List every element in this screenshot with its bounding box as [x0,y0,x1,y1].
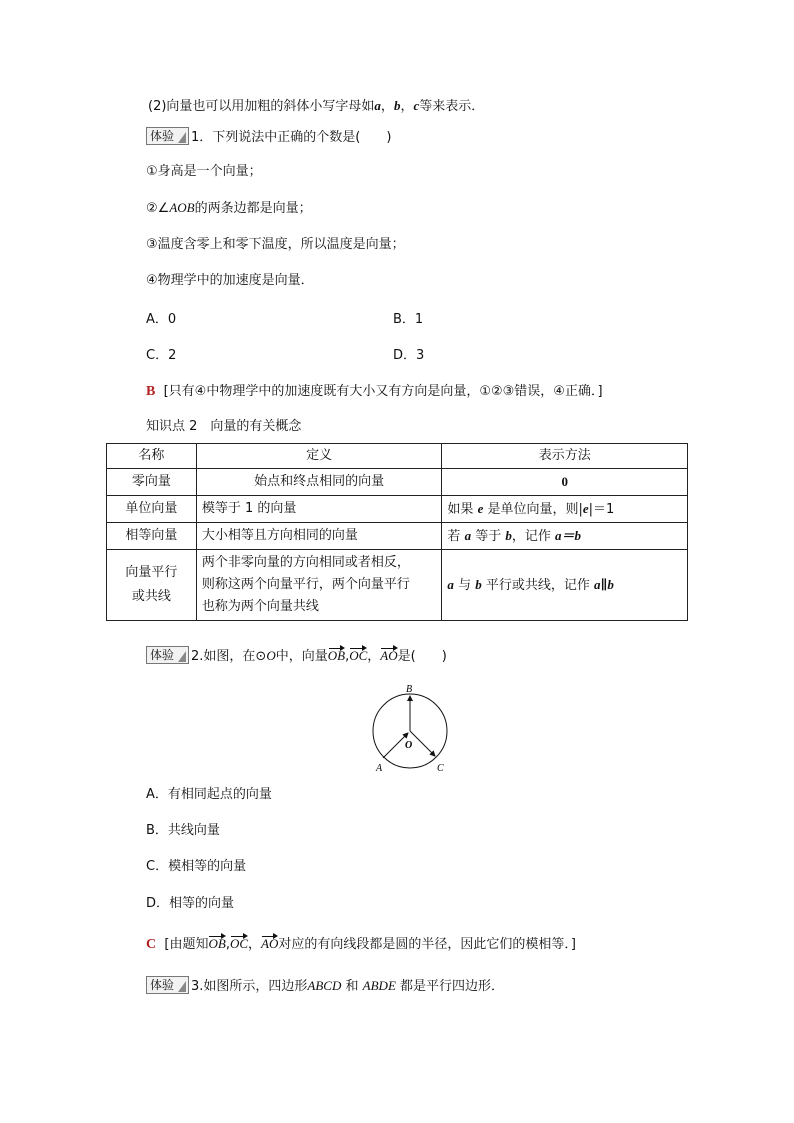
q1-option-d: D．3 [393,348,425,363]
q2-option-d: D．相等的向量 [146,896,235,911]
q2-option-c: C．模相等的向量 [146,859,247,874]
q1-statement-4: ④物理学中的加速度是向量． [146,273,314,288]
q1-option-b: B．1 [393,312,424,327]
q1-statement-3: ③温度含零上和零下温度，所以温度是向量； [146,237,405,252]
table-row: 相等向量 大小相等且方向相同的向量 若 a 等于 b，记作 a＝b [107,523,688,550]
exercise-tag: 体验 [146,976,189,994]
vector-ob: OB [328,645,345,663]
table-row: 零向量 始点和终点相同的向量 0 [107,469,688,496]
table-header-row [107,444,688,469]
header-name: 名称 [107,444,197,469]
intro-line: (2)向量也可以用加粗的斜体小写字母如a，b，c等来表示． [148,98,485,114]
header-definition: 定义 [196,444,442,469]
concept-table [106,443,688,621]
vector-ao: AO [380,645,397,663]
q1-stem: 体验 1．下列说法中正确的个数是( ) [146,127,391,147]
q1-option-a: A．0 [146,312,177,327]
knowledge-title: 知识点 2 向量的有关概念 [146,419,302,434]
exercise-tag: 体验 [146,646,189,664]
label-b: B [406,684,413,695]
q2-stem: 体验 2.如图，在⊙O中，向量OB,OC，AO是( ) [146,645,447,668]
q2-option-b: B．共线向量 [146,823,220,838]
q1-option-c: C．2 [146,348,177,363]
q1-statement-1: ①身高是一个向量； [146,164,262,179]
q3-stem: 体验 3.如图所示，四边形ABCD 和 ABDE 都是平行四边形． [146,976,504,996]
table-row: 单位向量 模等于 1 的向量 如果 e 是单位向量，则|e|＝1 [107,496,688,523]
vector-oc-arrow [410,731,435,756]
exercise-tag: 体验 [146,127,189,145]
header-notation: 表示方法 [442,444,688,469]
label-o: O [405,740,413,751]
circle-figure [360,678,470,778]
q1-answer: B [只有④中物理学中的加速度既有大小又有方向是向量，①②③错误，④正确．] [146,384,603,399]
answer-letter: C [146,937,157,952]
table-row: 向量平行 或共线 两个非零向量的方向相同或者相反， 则称这两个向量平行，两个向量平行 也称为两个向量共线 a 与 b 平行或共线，记作 a∥b [107,550,688,621]
vector-oc: OC [349,645,367,663]
q1-statement-2: ②∠AOB的两条边都是向量； [146,200,312,216]
q2-option-a: A．有相同起点的向量 [146,787,272,802]
label-a: A [376,763,383,774]
label-c: C [437,763,444,774]
answer-letter: B [146,384,156,399]
q2-answer: C [由题知OB,OC，AO对应的有向线段都是圆的半径，因此它们的模相等．] [146,933,576,956]
